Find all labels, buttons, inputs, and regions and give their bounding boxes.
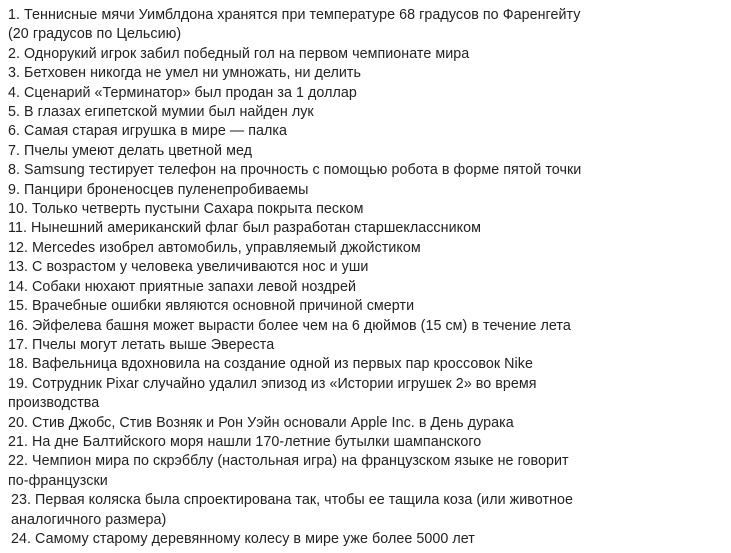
- list-item: 5. В глазах египетской мумии был найден лук: [8, 104, 314, 121]
- list-item: 8. Samsung тестирует телефон на прочность с помощью робота в форме пятой точки: [8, 162, 582, 179]
- list-item: 21. На дне Балтийского моря нашли 170-летние бутылки шампанского: [8, 433, 482, 450]
- list-item: 17. Пчелы могут летать выше Эвереста: [8, 336, 275, 353]
- list-item: 10. Только четверть пустыни Сахара покрыта песком: [8, 201, 364, 218]
- list-item: 14. Собаки нюхают приятные запахи левой ноздрей: [8, 278, 356, 295]
- list-item: 3. Бетховен никогда не умел ни умножать, ни делить: [8, 65, 362, 82]
- list-item: 20. Стив Джобс, Стив Возняк и Рон Уэйн основали Apple Inc. в День дурака: [8, 414, 514, 431]
- list-item: 22. Чемпион мира по скрэбблу (настольная игра) на французском языке не говорит по-французски: [8, 453, 569, 489]
- list-item: 4. Сценарий «Терминатор» был продан за 1 доллар: [8, 84, 357, 101]
- list-item: 12. Mercedes изобрел автомобиль, управляемый джойстиком: [8, 239, 421, 256]
- list-item: 2. Однорукий игрок забил победный гол на первом чемпионате мира: [8, 45, 470, 62]
- facts-list: [8, 6, 708, 549]
- list-item: 19. Сотрудник Pixar случайно удалил эпизод из «Истории игрушек 2» во время производства: [8, 375, 537, 412]
- list-item: 23. Первая коляска была спроектирована так, чтобы ее тащила коза (или животное аналогичного размера): [11, 492, 574, 528]
- list-item: 6. Самая старая игрушка в мире — палка: [8, 123, 288, 140]
- list-item: 9. Панцири броненосцев пуленепробиваемы: [8, 181, 309, 198]
- list-item: 7. Пчелы умеют делать цветной мед: [8, 142, 253, 159]
- list-item: 13. С возрастом у человека увеличиваются нос и уши: [8, 259, 369, 276]
- list-item: 11. Нынешний американский флаг был разработан старшеклассником: [8, 220, 481, 237]
- list-item: 16. Эйфелева башня может вырасти более чем на 6 дюймов (15 см) в течение лета: [8, 317, 571, 334]
- list-item: 18. Вафельница вдохновила на создание одной из первых пар кроссовок Nike: [8, 356, 533, 373]
- list-item: 24. Самому старому деревянному колесу в мире уже более 5000 лет: [11, 530, 475, 547]
- list-item: 15. Врачебные ошибки являются основной причиной смерти: [8, 298, 415, 315]
- list-item: 1. Теннисные мячи Уимблдона хранятся при температуре 68 градусов по Фаренгейту (20 градусов по Цельсию): [8, 7, 581, 43]
